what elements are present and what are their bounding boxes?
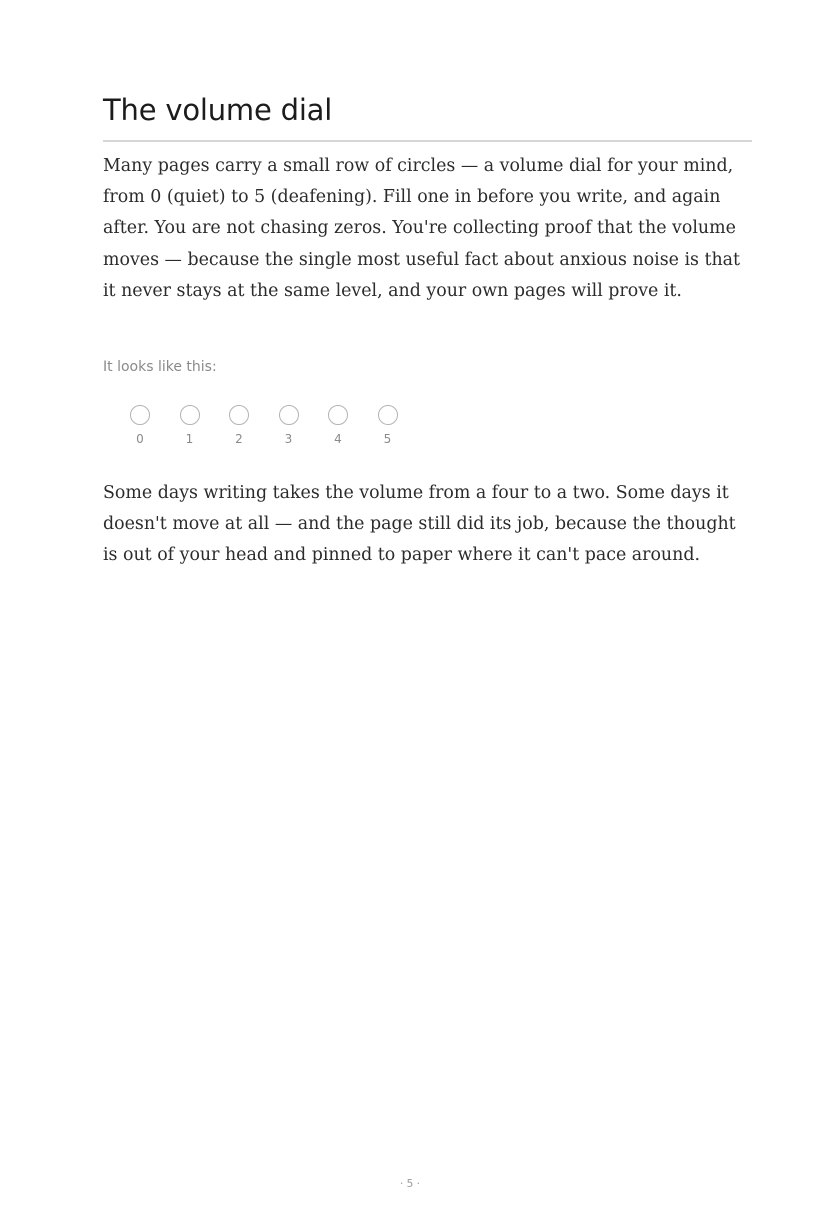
intro-paragraph: Many pages carry a small row of circles — a volume dial for your mind, from 0 (quiet) to 5 (deafening). Fill one in before you write, and again after. You are not chasing zeros. You're collecting proof that the volume moves — because the single most useful fact about anxious noise is that it never stays at the same level, and your own pages will prove it.	[103, 156, 741, 301]
dial-circle[interactable]	[229, 405, 249, 425]
dial-label: 5	[383, 432, 392, 446]
dial-circle[interactable]	[279, 405, 299, 425]
dial-circle[interactable]	[180, 405, 200, 425]
dial-option-3	[278, 405, 302, 446]
dial-circle[interactable]	[378, 405, 398, 425]
dial-label: 2	[235, 432, 243, 446]
dial-circle[interactable]	[130, 405, 150, 425]
page-number: · 5 ·	[399, 1178, 421, 1190]
dial-label: 1	[185, 432, 194, 446]
page-title: The volume dial	[103, 93, 333, 127]
dial-option-2	[228, 405, 252, 446]
dial-option-0	[129, 405, 153, 446]
dial-option-4	[327, 405, 351, 446]
dial-label: 3	[284, 432, 293, 446]
dial-circle[interactable]	[328, 405, 348, 425]
dial-label: 0	[136, 432, 144, 446]
dial-label: 4	[334, 432, 342, 446]
title-divider	[103, 140, 752, 142]
example-caption: It looks like this:	[103, 359, 217, 375]
dial-option-1	[179, 405, 203, 446]
followup-paragraph: Some days writing takes the volume from a four to a two. Some days it doesn't move at all — and the page still did its job, because the thought is out of your head and pinned to paper where it can't pace around.	[103, 483, 736, 566]
dial-option-5	[377, 405, 401, 446]
